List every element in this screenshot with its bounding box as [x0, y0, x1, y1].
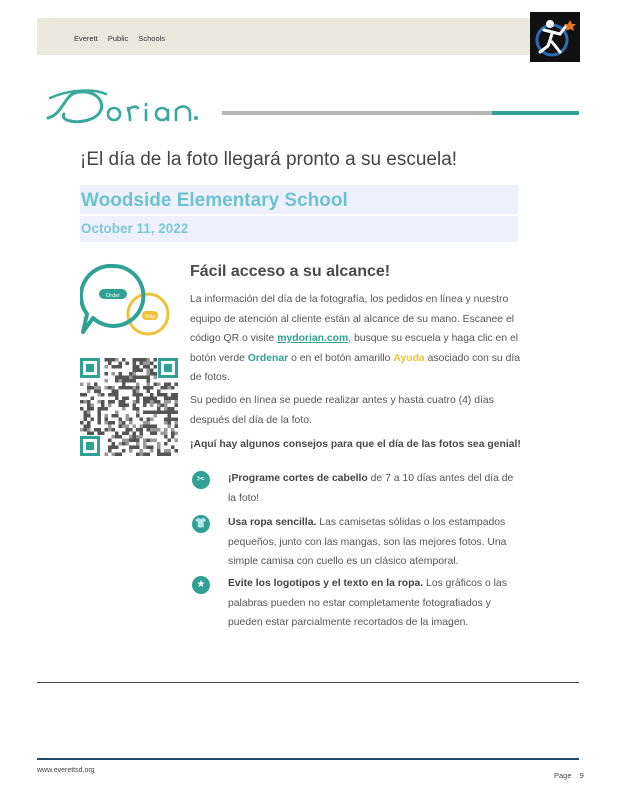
help-button-text: Ayuda: [393, 352, 425, 364]
qr-code[interactable]: [80, 358, 178, 456]
help-label: Help: [144, 314, 156, 320]
no-logo-icon: ★: [192, 576, 210, 594]
dorian-logo: [44, 84, 224, 133]
order-label: Order: [105, 293, 121, 299]
footer-website[interactable]: www.everettsd.org: [37, 767, 95, 774]
order-note: Su pedido en línea se puede realizar antes y hasta cuatro (4) días después del día de la foto.: [190, 395, 494, 426]
school-name: Woodside Elementary School: [81, 190, 348, 211]
footer-rule-bottom: [37, 758, 579, 760]
divider-teal: [492, 111, 579, 115]
school-date: October 11, 2022: [81, 221, 189, 236]
footer-rule-top: [37, 682, 579, 683]
tips-title: ¡Aquí hay algunos consejos para que el día de las fotos sea genial!: [190, 439, 521, 450]
district-name: Everett Public Schools: [74, 34, 166, 43]
divider-grey: [222, 111, 492, 115]
shirt-icon: 👕: [192, 515, 210, 533]
section-title: Fácil acceso a su alcance!: [190, 263, 391, 280]
intro-paragraph: La información del día de la fotografía, los pedidos en línea y nuestro equipo de atención al cliente están al alcance de su mano. Escanee el código QR o visite mydorian.com, busque su escuela y haga clic en el botón verde Ordenar o en el botón amarillo Ayuda asociado con su día de fotos.: [190, 294, 521, 383]
haircut-icon: ✂: [192, 471, 210, 489]
mydorian-link[interactable]: mydorian.com: [277, 333, 349, 344]
chat-bubbles-icon: [80, 258, 170, 353]
page-number: Page 9: [554, 771, 584, 780]
page-headline: ¡El día de la foto llegará pronto a su escuela!: [80, 149, 458, 170]
order-button-text: Ordenar: [247, 352, 289, 364]
district-logo: [530, 12, 580, 62]
